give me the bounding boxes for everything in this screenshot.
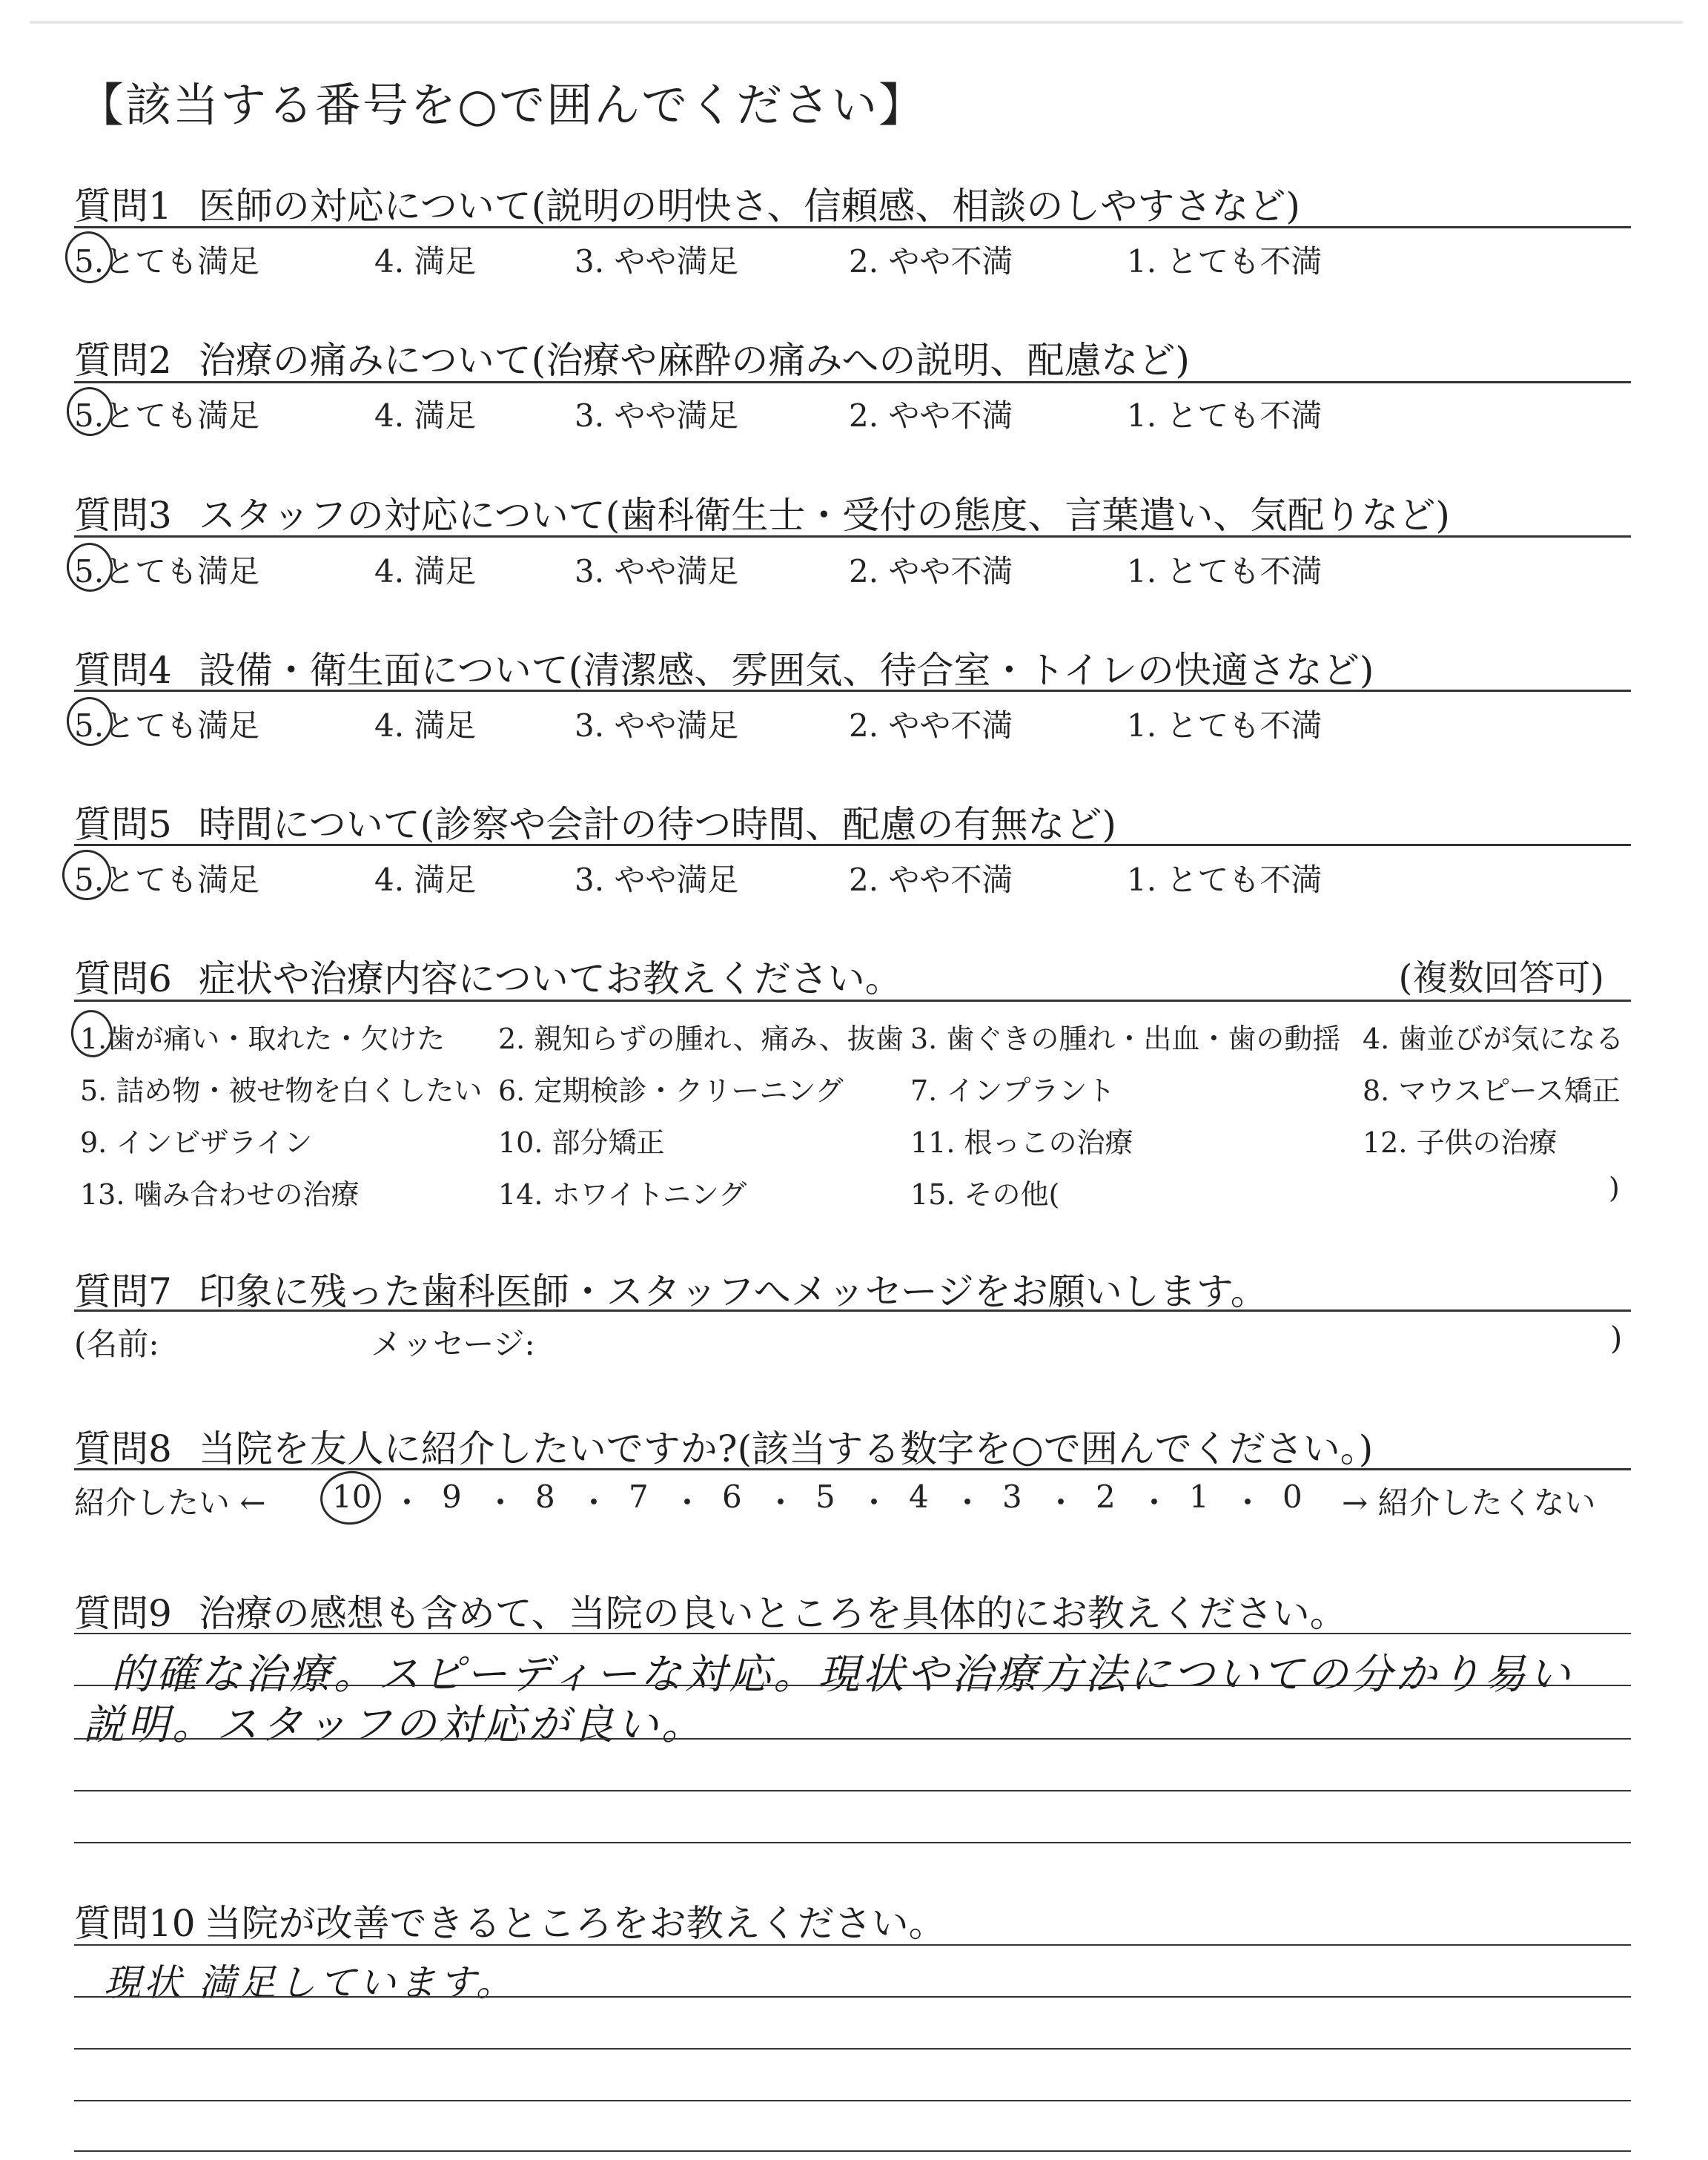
option-5[interactable]: 5.とても満足	[74, 707, 260, 744]
question-text: 当院が改善できるところをお教えください。	[204, 1902, 946, 1945]
question-number: 質問8	[74, 1427, 172, 1470]
handwritten-answer: 的確な治療。スピーディーな対応。現状や治療方法についての分かり易い	[111, 1651, 1574, 1699]
scale-value-4[interactable]: 4	[909, 1479, 929, 1515]
handwritten-answer: 説明。スタッフの対応が良い。	[83, 1701, 706, 1749]
question-8-heading	[74, 1419, 1373, 1473]
option-2[interactable]: 2. やや不満	[849, 243, 1013, 280]
handwritten-answer: 現状 満足しています。	[104, 1961, 516, 2004]
symptom-option-11[interactable]: 11. 根っこの治療	[910, 1126, 1133, 1159]
question-number: 質問2	[74, 339, 172, 382]
symptom-option-14[interactable]: 14. ホワイトニング	[498, 1178, 747, 1211]
scale-value-1[interactable]: 1	[1189, 1479, 1209, 1515]
scale-left-label: 紹介したい ←	[74, 1484, 266, 1521]
question-text: 印象に残った歯科医師・スタッフへメッセージをお願いします。	[198, 1270, 1268, 1313]
scale-dot: ・	[1139, 1484, 1171, 1521]
question-text: 当院を友人に紹介したいですか?(該当する数字を○で囲んでください。)	[198, 1427, 1374, 1470]
option-5[interactable]: 5.とても満足	[74, 397, 260, 434]
selection-circle	[317, 1467, 384, 1529]
symptom-option-6[interactable]: 6. 定期検診・クリーニング	[498, 1074, 844, 1107]
question-6-heading	[74, 949, 902, 1003]
question-text: 症状や治療内容についてお教えください。	[198, 957, 902, 1000]
question-text: 治療の痛みについて(治療や麻酔の痛みへの説明、配慮など)	[198, 339, 1190, 382]
symptom-option-13[interactable]: 13. 噛み合わせの治療	[80, 1178, 360, 1211]
divider	[74, 844, 1631, 846]
scale-value-9[interactable]: 9	[442, 1479, 462, 1515]
other-close-paren: )	[1609, 1172, 1620, 1204]
page-top-edge	[30, 21, 1683, 24]
symptom-option-4[interactable]: 4. 歯並びが気になる	[1363, 1023, 1624, 1055]
scale-value-7[interactable]: 7	[629, 1479, 649, 1515]
symptom-option-10[interactable]: 10. 部分矯正	[498, 1126, 665, 1159]
option-2[interactable]: 2. やや不満	[849, 553, 1013, 589]
answer-line	[74, 1685, 1631, 1686]
scale-dot: ・	[1232, 1484, 1264, 1521]
scale-value-8[interactable]: 8	[535, 1479, 555, 1515]
question-number: 質問10	[74, 1902, 196, 1945]
scale-dot: ・	[391, 1484, 423, 1521]
option-1[interactable]: 1. とても不満	[1127, 707, 1323, 744]
scale-value-6[interactable]: 6	[722, 1479, 742, 1515]
scale-value-5[interactable]: 5	[815, 1479, 835, 1515]
question-5-heading	[74, 795, 1116, 848]
option-4[interactable]: 4. 満足	[374, 707, 477, 744]
option-1[interactable]: 1. とても不満	[1127, 243, 1323, 280]
option-5[interactable]: 5.とても満足	[74, 243, 260, 280]
scale-value-3[interactable]: 3	[1002, 1479, 1022, 1515]
symptom-option-8[interactable]: 8. マウスピース矯正	[1363, 1074, 1621, 1107]
question-1-heading	[74, 176, 1300, 230]
question-number: 質問5	[74, 803, 172, 846]
scale-dot: ・	[578, 1484, 610, 1521]
scale-dot: ・	[1045, 1484, 1077, 1521]
divider	[74, 535, 1631, 538]
multiple-answer-note: (複数回答可)	[1398, 957, 1604, 999]
symptom-option-1[interactable]: 1.歯が痛い・取れた・欠けた	[80, 1023, 446, 1055]
divider	[74, 1000, 1631, 1002]
option-3[interactable]: 3. やや満足	[575, 243, 739, 280]
option-4[interactable]: 4. 満足	[374, 862, 477, 898]
option-1[interactable]: 1. とても不満	[1127, 862, 1323, 898]
question-number: 質問3	[74, 494, 172, 537]
symptom-option-3[interactable]: 3. 歯ぐきの腫れ・出血・歯の動揺	[910, 1023, 1341, 1055]
scale-dot: ・	[858, 1484, 890, 1521]
scale-dot: ・	[765, 1484, 797, 1521]
message-label: メッセージ:	[371, 1326, 535, 1362]
option-3[interactable]: 3. やや満足	[575, 707, 739, 744]
symptom-option-12[interactable]: 12. 子供の治療	[1363, 1126, 1558, 1159]
scale-dot: ・	[485, 1484, 517, 1521]
scale-dot: ・	[672, 1484, 704, 1521]
question-number: 質問1	[74, 185, 172, 228]
scale-dot: ・	[952, 1484, 984, 1521]
scale-value-10[interactable]: 10	[332, 1479, 372, 1515]
divider	[74, 690, 1631, 692]
question-number: 質問9	[74, 1592, 172, 1635]
symptom-option-5[interactable]: 5. 詰め物・被せ物を白くしたい	[80, 1074, 483, 1107]
answer-line	[74, 1633, 1631, 1634]
option-4[interactable]: 4. 満足	[374, 397, 477, 434]
symptom-option-2[interactable]: 2. 親知らずの腫れ、痛み、抜歯	[498, 1023, 904, 1055]
name-label: (名前:	[74, 1326, 159, 1362]
question-number: 質問6	[74, 957, 172, 1000]
question-text: 時間について(診察や会計の待つ時間、配慮の有無など)	[198, 803, 1116, 846]
answer-line	[74, 1842, 1631, 1843]
scale-right-label: → 紹介したくない	[1342, 1484, 1596, 1521]
answer-line	[74, 2150, 1631, 2152]
option-1[interactable]: 1. とても不満	[1127, 397, 1323, 434]
question-text: スタッフの対応について(歯科衛生士・受付の態度、言葉遣い、気配りなど)	[198, 494, 1450, 537]
option-5[interactable]: 5.とても満足	[74, 862, 260, 898]
divider	[74, 1309, 1631, 1312]
symptom-option-15[interactable]: 15. その他(	[910, 1178, 1060, 1211]
answer-line	[74, 2048, 1631, 2050]
answer-line	[74, 1738, 1631, 1740]
option-5[interactable]: 5.とても満足	[74, 553, 260, 589]
option-4[interactable]: 4. 満足	[374, 243, 477, 280]
question-text: 医師の対応について(説明の明快さ、信頼感、相談のしやすさなど)	[198, 185, 1300, 228]
option-2[interactable]: 2. やや不満	[849, 397, 1013, 434]
option-2[interactable]: 2. やや不満	[849, 862, 1013, 898]
question-number: 質問7	[74, 1270, 172, 1313]
scale-value-0[interactable]: 0	[1282, 1479, 1302, 1515]
divider	[74, 226, 1631, 228]
question-text: 設備・衛生面について(清潔感、雰囲気、待合室・トイレの快適さなど)	[198, 649, 1374, 692]
option-1[interactable]: 1. とても不満	[1127, 553, 1323, 589]
answer-line	[74, 1790, 1631, 1791]
symptom-option-7[interactable]: 7. インプラント	[910, 1074, 1116, 1107]
option-4[interactable]: 4. 満足	[374, 553, 477, 589]
page-title: 【該当する番号を○で囲んでください】	[78, 78, 927, 132]
option-2[interactable]: 2. やや不満	[849, 707, 1013, 744]
scale-value-2[interactable]: 2	[1096, 1479, 1116, 1515]
answer-line	[74, 1944, 1631, 1946]
question-3-heading	[74, 486, 1450, 539]
question-7-heading	[74, 1262, 1268, 1315]
question-10-heading	[74, 1894, 946, 1947]
question-2-heading	[74, 331, 1190, 384]
option-3[interactable]: 3. やや満足	[575, 397, 739, 434]
answer-line	[74, 1996, 1631, 1998]
question-4-heading	[74, 641, 1374, 694]
symptom-option-9[interactable]: 9. インビザライン	[80, 1126, 313, 1159]
option-3[interactable]: 3. やや満足	[575, 862, 739, 898]
divider	[74, 381, 1631, 383]
answer-line	[74, 2100, 1631, 2101]
option-3[interactable]: 3. やや満足	[575, 553, 739, 589]
question-text: 治療の感想も含めて、当院の良いところを具体的にお教えください。	[198, 1592, 1347, 1635]
question-9-heading	[74, 1584, 1347, 1637]
question-number: 質問4	[74, 649, 172, 692]
divider	[74, 1468, 1631, 1470]
message-close-paren: )	[1610, 1320, 1623, 1356]
